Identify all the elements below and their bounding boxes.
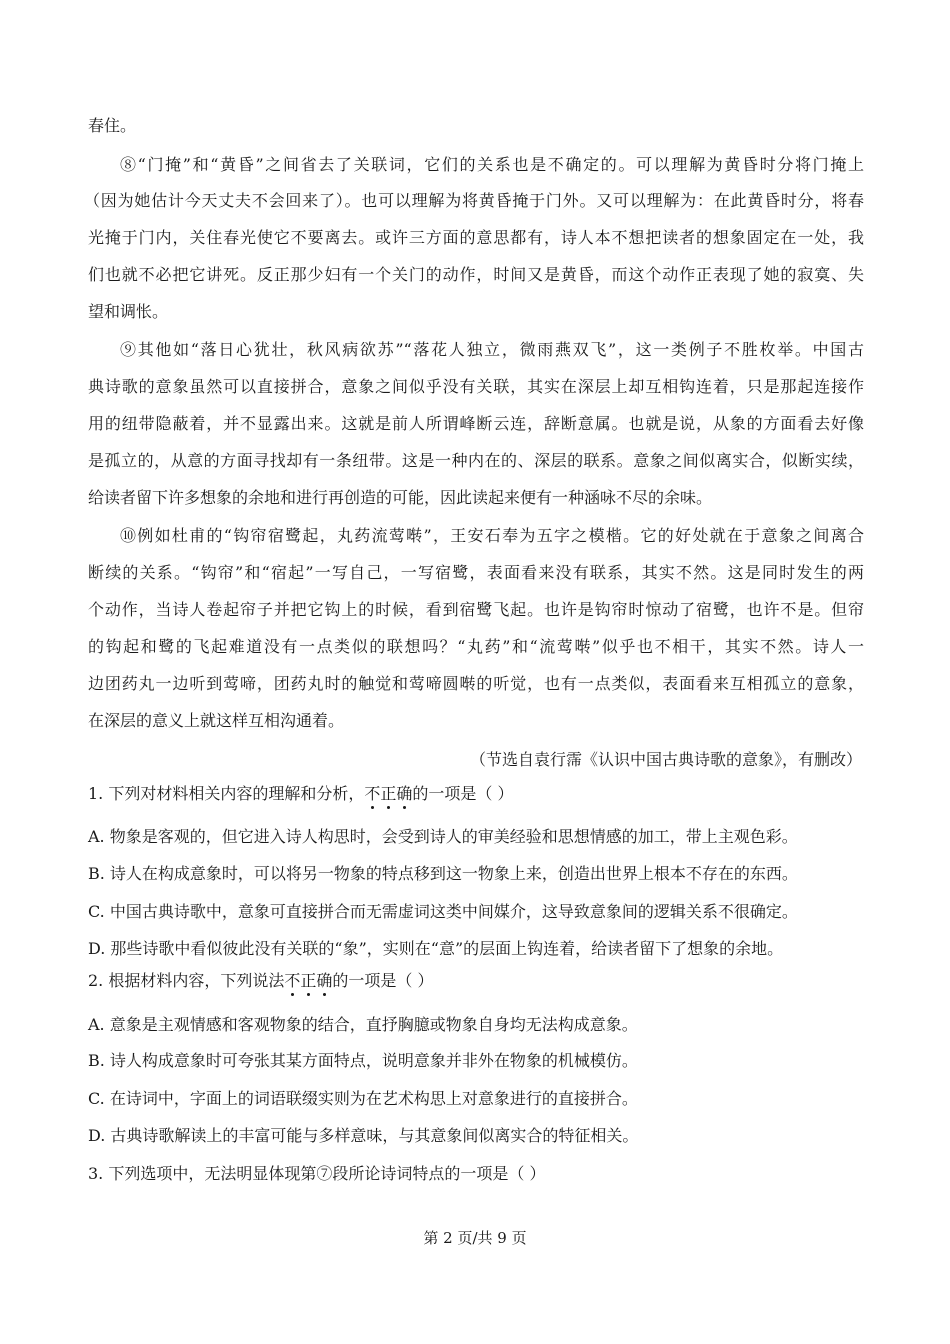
passage-source: （节选自袁行霈《认识中国古典诗歌的意象》，有删改） [469, 750, 862, 769]
passage-line: 光掩于门内，关住春光使它不要离去。或许三方面的意思都有，诗人本不想把读者的想象固定在一处，我 [88, 228, 864, 247]
passage-line: ⑨其他如“落日心犹壮，秋风病欲苏”“落花人独立，微雨燕双飞”，这一类例子不胜枚举。中国古 [120, 340, 864, 359]
passage-line: （因为她估计今天丈夫不会回来了）。也可以理解为将黄昏掩于门外。又可以理解为：在此黄昏时分，将春 [84, 191, 864, 210]
passage-line: 们也就不必把它讲死。反正那少妇有一个关门的动作，时间又是黄昏，而这个动作正表现了她的寂寞、失 [88, 265, 864, 284]
passage-line: 个动作，当诗人卷起帘子并把它钩上的时候，看到宿鹭飞起。也许是钩帘时惊动了宿鹭，也许不是。但帘 [88, 600, 864, 619]
passage-line: 在深层的意义上就这样互相沟通着。 [88, 711, 345, 730]
answer-option-a[interactable]: A. 物象是客观的，但它进入诗人构思时，会受到诗人的审美经验和思想情感的加工，带上主观色彩。 [88, 827, 798, 846]
emphasis-char: 确 [396, 784, 413, 803]
passage-line: 边团药丸一边听到莺啼，团药丸时的触觉和莺啼圆啭的听觉，也有一点类似，表面看来互相孤立的意象， [88, 674, 864, 693]
emphasis-char: 正 [380, 784, 397, 803]
question-stem-text: 的一项是（ ） [412, 784, 514, 803]
emphasis-char: 正 [300, 971, 317, 990]
question-stem: 3. 下列选项中，无法明显体现第⑦段所论诗词特点的一项是（ ） [88, 1164, 546, 1183]
emphasis-char: 不 [364, 784, 381, 803]
passage-line: 典诗歌的意象虽然可以直接拼合，意象之间似乎没有关联，其实在深层上却互相钩连着，只是那起连接作 [88, 377, 864, 396]
answer-option-a[interactable]: A. 意象是主观情感和客观物象的结合，直抒胸臆或物象自身均无法构成意象。 [88, 1015, 638, 1034]
answer-option-b[interactable]: B. 诗人在构成意象时，可以将另一物象的特点移到这一物象上来，创造出世界上根本不存在的东西。 [88, 864, 798, 883]
passage-line: ⑧“门掩”和“黄昏”之间省去了关联词，它们的关系也是不确定的。可以理解为黄昏时分将门掩上 [120, 155, 864, 174]
answer-option-d[interactable]: D. 那些诗歌中看似彼此没有关联的“象”，实则在“意”的层面上钩连着，给读者留下了想象的余地。 [88, 939, 784, 958]
passage-line: 的钩起和鹭的飞起难道没有一点类似的联想吗？“丸药”和“流莺啭”似乎也不相干，其实不然。诗人一 [88, 637, 864, 656]
question-stem-text: 2. 根据材料内容，下列说法 [88, 971, 285, 990]
page-number: 第 2 页/共 9 页 [423, 1229, 527, 1247]
question-stem [88, 971, 434, 991]
question-stem-text: 的一项是（ ） [332, 971, 434, 990]
question-stem [88, 784, 514, 804]
emphasis-char: 确 [316, 971, 333, 990]
passage-line: 用的纽带隐蔽着，并不显露出来。这就是前人所谓峰断云连，辞断意属。也就是说，从象的方面看去好像 [88, 414, 864, 433]
answer-option-d[interactable]: D. 古典诗歌解读上的丰富可能与多样意味，与其意象间似离实合的特征相关。 [88, 1126, 639, 1145]
answer-option-b[interactable]: B. 诗人构成意象时可夸张其某方面特点，说明意象并非外在物象的机械模仿。 [88, 1051, 638, 1070]
answer-option-c[interactable]: C. 中国古典诗歌中，意象可直接拼合而无需虚词这类中间媒介，这导致意象间的逻辑关系不很确定。 [88, 902, 798, 921]
question-stem-text: 1. 下列对材料相关内容的理解和分析， [88, 784, 365, 803]
passage-line: 给读者留下许多想象的余地和进行再创造的可能，因此读起来便有一种涵咏不尽的余味。 [88, 488, 713, 507]
passage-line: 是孤立的，从意的方面寻找却有一条纽带。这是一种内在的、深层的联系。意象之间似离实合，似断实续， [88, 451, 864, 470]
passage-line: 断续的关系。“钩帘”和“宿起”一写自己，一写宿鹭，表面看来没有联系，其实不然。这是同时发生的两 [88, 563, 864, 582]
passage-line: ⑩例如杜甫的“钩帘宿鹭起，丸药流莺啭”，王安石奉为五字之模楷。它的好处就在于意象之间离合 [120, 526, 864, 545]
emphasis-char: 不 [284, 971, 301, 990]
answer-option-c[interactable]: C. 在诗词中，字面上的词语联缀实则为在艺术构思上对意象进行的直接拼合。 [88, 1089, 638, 1108]
passage-line: 望和调怅。 [88, 302, 169, 321]
passage-line: 春住。 [88, 116, 137, 135]
